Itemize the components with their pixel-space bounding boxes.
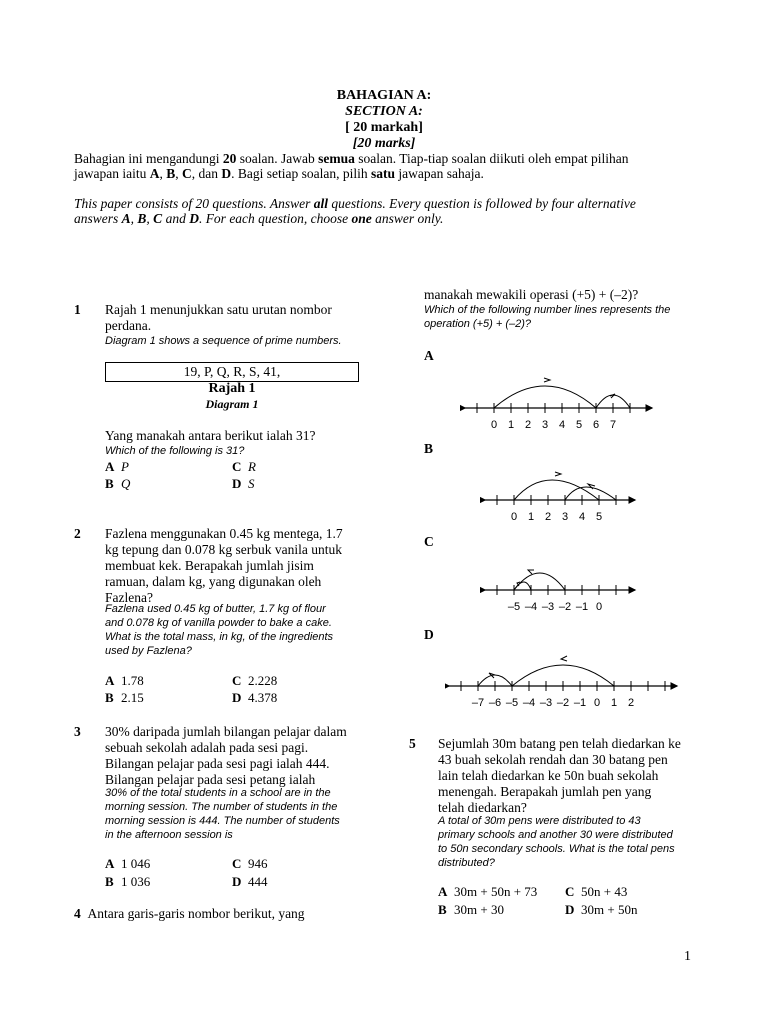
line-d-tick-label: –1	[573, 697, 587, 709]
q3-option-d[interactable]: D 444	[232, 874, 268, 889]
q1-option-c[interactable]: C R	[232, 459, 256, 474]
question-4-text-start: 4 Antara garis-garis nombor berikut, yang	[74, 906, 305, 921]
question-number-1: 1	[74, 302, 81, 317]
question-number-3: 3	[74, 724, 81, 739]
question-2-text: Fazlena menggunakan 0.45 kg mentega, 1.7 kg tepung dan 0.078 kg serbuk vanila untuk membuat kek. Berapakah jumlah jisim ramuan, dalam kg, yang digunakan oleh Fazlena?	[105, 526, 343, 605]
number-line-a[interactable]	[460, 370, 660, 432]
line-c-tick-label: –4	[524, 601, 538, 613]
line-d-tick-label: –4	[522, 697, 536, 709]
line-c-tick-label: –1	[575, 601, 589, 613]
intro-ms: Bahagian ini mengandungi 20 soalan. Jawab semua soalan. Tiap-tiap soalan diikuti oleh empat pilihan jawapan iaitu A, B, C, dan D. Bagi setiap soalan, pilih satu jawapan sahaja.	[74, 151, 629, 181]
question-5-text-en: A total of 30m pens were distributed to 43 primary schools and another 30 were distributed to 50n secondary schools. What is the total pens distributed?	[438, 815, 675, 869]
question-3-text-en: 30% of the total students in a school are in the morning session. The number of students in the morning session is 444. The number of students in the afternoon session is	[105, 787, 340, 841]
line-d-tick-label: –2	[556, 697, 570, 709]
question-1-ask: Yang manakah antara berikut ialah 31?	[105, 428, 316, 443]
q4-option-c-label[interactable]: C	[424, 534, 434, 549]
question-5-text: Sejumlah 30m batang pen telah diedarkan ke 43 buah sekolah rendah dan 30 batang pen lain telah diedarkan ke 50n buah sekolah menengah. Berapakah jumlah pen yang telah diedarkan?	[438, 736, 681, 815]
q2-option-d[interactable]: D 4.378	[232, 690, 278, 705]
line-a-tick-label: 4	[558, 419, 566, 431]
q4-option-a-label[interactable]: A	[424, 348, 434, 363]
line-a-tick-label: 6	[592, 419, 600, 431]
section-marks-en: [20 marks]	[352, 136, 416, 151]
question-1-text-en: Diagram 1 shows a sequence of prime numbers.	[105, 335, 342, 347]
q1-option-b[interactable]: B Q	[105, 476, 131, 491]
question-4-text-en: Which of the following number lines represents the operation (+5) + (–2)?	[424, 304, 671, 330]
q1-option-a[interactable]: A P	[105, 459, 129, 474]
prime-sequence-box	[105, 362, 359, 382]
line-c-tick-label: –5	[507, 601, 521, 613]
line-d-tick-label: –7	[471, 697, 485, 709]
section-title-ms: BAHAGIAN A:	[336, 88, 432, 103]
line-d-tick-label: –3	[539, 697, 553, 709]
line-a-tick-label: 3	[541, 419, 549, 431]
q5-option-c[interactable]: C 50n + 43	[565, 884, 628, 899]
question-1-ask-en: Which of the following is 31?	[105, 445, 245, 457]
line-d-tick-label: –6	[488, 697, 502, 709]
q1-option-d[interactable]: D S	[232, 476, 255, 491]
question-number-5: 5	[409, 736, 416, 751]
line-a-tick-label: 7	[609, 419, 617, 431]
diagram-1-label: Rajah 1	[208, 381, 256, 396]
q3-option-c[interactable]: C 946	[232, 856, 268, 871]
line-c-jump-1	[514, 573, 565, 590]
q2-option-a[interactable]: A 1.78	[105, 673, 144, 688]
q5-option-d[interactable]: D 30m + 50n	[565, 902, 638, 917]
section-title-en: SECTION A:	[345, 104, 423, 119]
number-line-b[interactable]	[480, 466, 640, 524]
question-2-text-en: Fazlena used 0.45 kg of butter, 1.7 kg of flour and 0.078 kg of vanilla powder to bake a cake. What is the total mass, in kg, of the ingredients used by Fazlena?	[105, 603, 334, 657]
q4-option-d-label[interactable]: D	[424, 627, 434, 642]
line-a-tick-label: 2	[524, 419, 532, 431]
question-4-text-cont: manakah mewakili operasi (+5) + (–2)?	[424, 287, 639, 302]
line-b-tick-label: 1	[527, 511, 535, 523]
q5-option-a[interactable]: A 30m + 50n + 73	[438, 884, 538, 899]
line-b-tick-label: 3	[561, 511, 569, 523]
diagram-1-label-en: Diagram 1	[205, 397, 259, 411]
line-b-tick-label: 2	[544, 511, 552, 523]
line-d-tick-label: 0	[593, 697, 601, 709]
line-d-tick-label: 2	[627, 697, 635, 709]
q2-option-b[interactable]: B 2.15	[105, 690, 144, 705]
section-marks-ms: [ 20 markah]	[345, 120, 423, 135]
question-number-2: 2	[74, 526, 81, 541]
line-b-tick-label: 0	[510, 511, 518, 523]
question-3-text: 30% daripada jumlah bilangan pelajar dalam sebuah sekolah adalah pada sesi pagi. Bilangan pelajar pada sesi pagi ialah 444. Bilangan pelajar pada sesi petang ialah	[105, 724, 347, 787]
line-b-tick-label: 5	[595, 511, 603, 523]
line-d-tick-label: –5	[505, 697, 519, 709]
q5-option-b[interactable]: B 30m + 30	[438, 902, 504, 917]
question-number-4: 4	[74, 906, 81, 921]
line-b-jump-1	[514, 480, 599, 500]
number-line-c[interactable]	[480, 556, 640, 614]
number-line-d[interactable]	[445, 648, 681, 710]
line-a-tick-label: 0	[490, 419, 498, 431]
line-a-tick-label: 1	[507, 419, 515, 431]
line-c-tick-label: –3	[541, 601, 555, 613]
line-c-tick-label: 0	[595, 601, 603, 613]
line-c-tick-label: –2	[558, 601, 572, 613]
line-a-tick-label: 5	[575, 419, 583, 431]
q4-option-b-label[interactable]: B	[424, 441, 434, 456]
page-number: 1	[684, 949, 691, 964]
line-b-tick-label: 4	[578, 511, 586, 523]
line-d-tick-label: 1	[610, 697, 618, 709]
prime-sequence: 19, P, Q, R, S, 41,	[183, 364, 281, 379]
q3-option-a[interactable]: A 1 046	[105, 856, 151, 871]
q2-option-c[interactable]: C 2.228	[232, 673, 278, 688]
intro-en: This paper consists of 20 questions. Answer all questions. Every question is followed by four alternative answers A, B, C and D. For each question, choose one answer only.	[74, 196, 636, 226]
q3-option-b[interactable]: B 1 036	[105, 874, 151, 889]
question-1-text: Rajah 1 menunjukkan satu urutan nombor perdana.	[105, 302, 332, 333]
